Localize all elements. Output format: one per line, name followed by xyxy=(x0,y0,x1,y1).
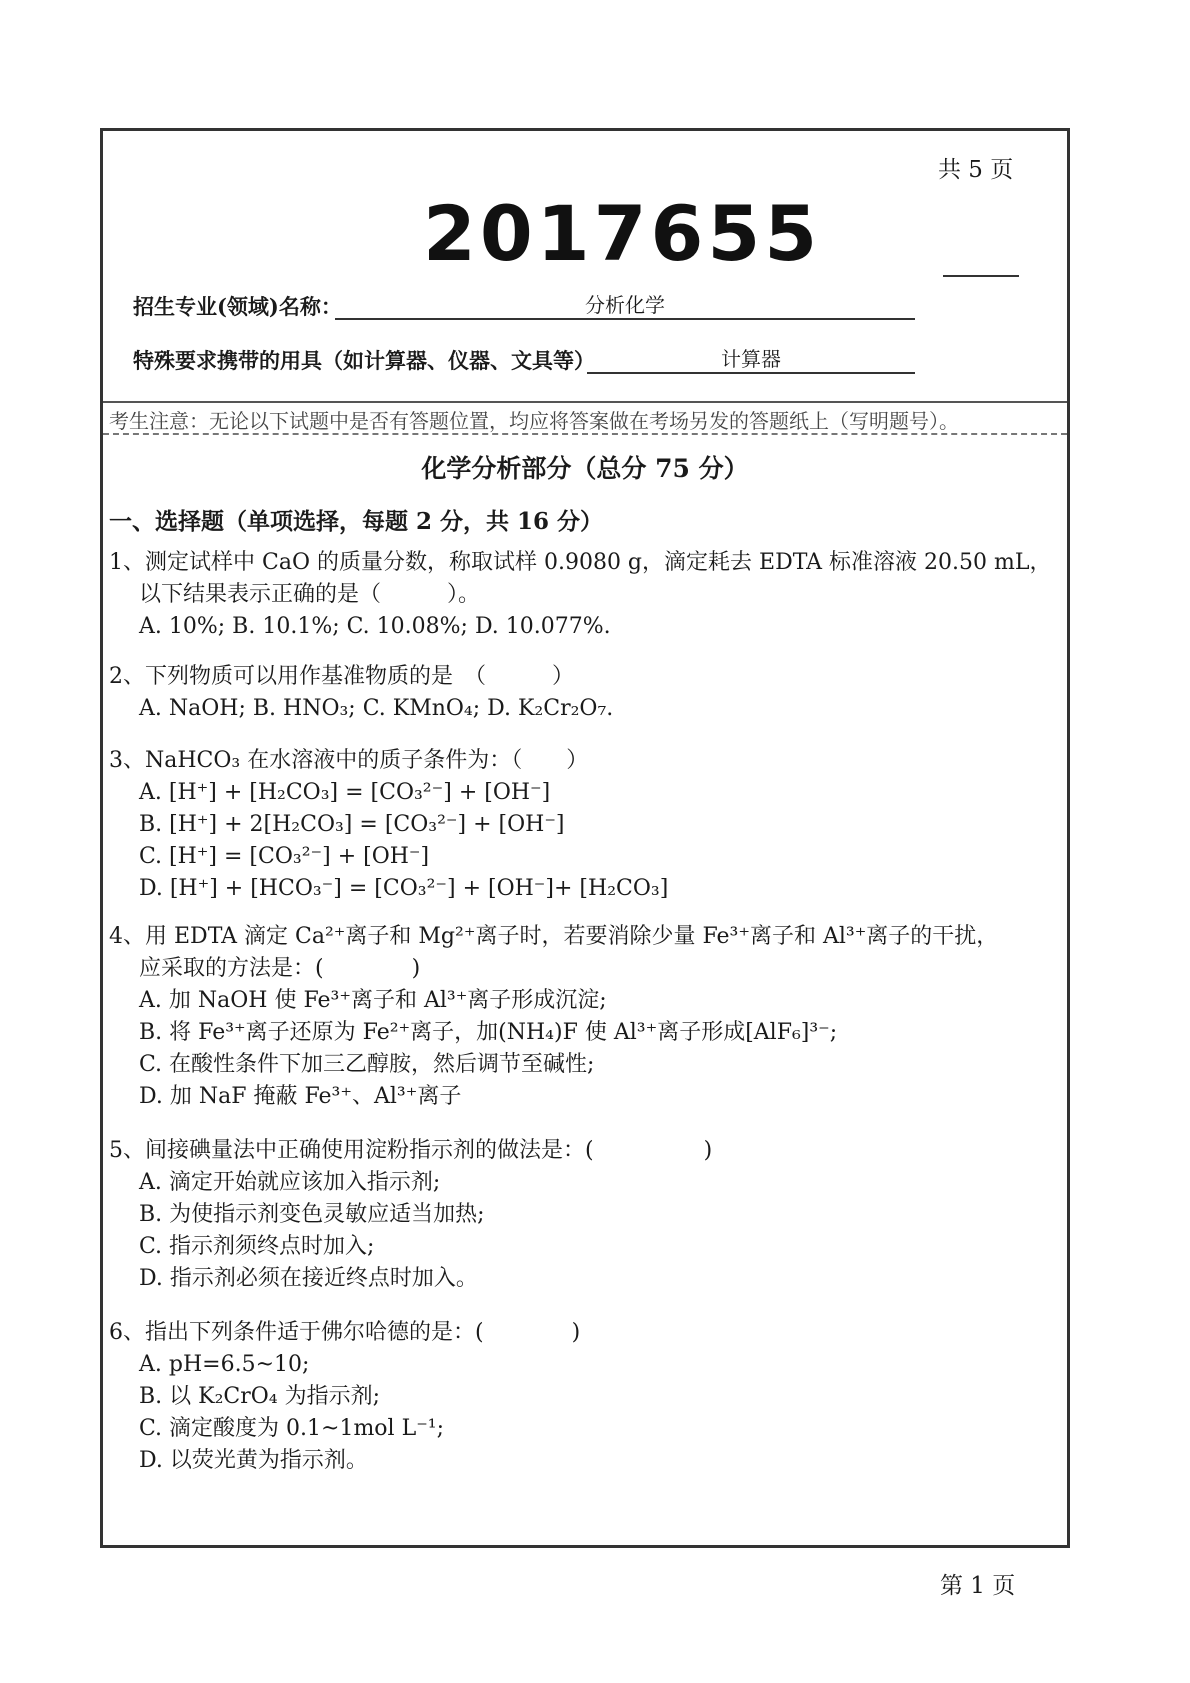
option-line: C. 在酸性条件下加三乙醇胺，然后调节至碱性; xyxy=(139,1052,595,1077)
question-text: 应采取的方法是：( ) xyxy=(139,956,421,981)
question-text: 以下结果表示正确的是（ ）。 xyxy=(139,582,481,607)
option-line: D. 加 NaF 掩蔽 Fe³⁺、Al³⁺离子 xyxy=(139,1084,462,1109)
option-line: B. 为使指示剂变色灵敏应适当加热; xyxy=(139,1202,485,1227)
exam-notice: 考生注意：无论以下试题中是否有答题位置，均应将答案做在考场另发的答题纸上（写明题号）。 xyxy=(109,409,959,433)
notice-divider xyxy=(103,433,1067,435)
question-text: 3、NaHCO₃ 在水溶液中的质子条件为：（ ） xyxy=(109,748,589,773)
option-line: B. 将 Fe³⁺离子还原为 Fe²⁺离子，加(NH₄)F 使 Al³⁺离子形成[AlF₆]³⁻; xyxy=(139,1020,838,1045)
part-heading: 一、选择题（单项选择，每题 2 分，共 16 分） xyxy=(109,508,604,535)
option-line: C. 指示剂须终点时加入; xyxy=(139,1234,375,1259)
question-text: 1、测定试样中 CaO 的质量分数，称取试样 0.9080 g，滴定耗去 EDTA 标准溶液 20.50 mL， xyxy=(109,550,1052,575)
option-line: A. NaOH; B. HNO₃; C. KMnO₄; D. K₂Cr₂O₇. xyxy=(139,696,614,721)
total-pages: 共 5 页 xyxy=(938,157,1014,183)
question-6 xyxy=(109,1317,580,1477)
exam-frame xyxy=(100,128,1070,1548)
option-line: A. pH=6.5~10; xyxy=(139,1352,310,1377)
page-number: 第 1 页 xyxy=(940,1573,1016,1599)
question-text: 5、间接碘量法中正确使用淀粉指示剂的做法是：( ) xyxy=(109,1138,713,1163)
question-1 xyxy=(109,547,1052,643)
header-divider xyxy=(103,401,1067,403)
tools-label: 特殊要求携带的用具（如计算器、仪器、文具等） xyxy=(133,348,595,373)
major-label: 招生专业(领域)名称： xyxy=(133,294,342,319)
option-line: A. 10%; B. 10.1%; C. 10.08%; D. 10.077%. xyxy=(139,614,611,639)
option-line: A. [H⁺] + [H₂CO₃] = [CO₃²⁻] + [OH⁻] xyxy=(139,780,551,805)
option-line: B. [H⁺] + 2[H₂CO₃] = [CO₃²⁻] + [OH⁻] xyxy=(139,812,565,837)
question-text: 6、指出下列条件适于佛尔哈德的是：( ) xyxy=(109,1320,581,1345)
question-text: 2、下列物质可以用作基准物质的是 （ ） xyxy=(109,664,574,689)
question-4 xyxy=(109,921,998,1113)
tools-value: 计算器 xyxy=(587,343,915,374)
option-line: D. 以荧光黄为指示剂。 xyxy=(139,1448,368,1473)
option-line: D. 指示剂必须在接近终点时加入。 xyxy=(139,1266,478,1291)
option-line: A. 滴定开始就应该加入指示剂; xyxy=(139,1170,441,1195)
question-2 xyxy=(109,661,613,725)
question-5 xyxy=(109,1135,712,1295)
code-underline xyxy=(943,275,1019,277)
option-line: C. [H⁺] = [CO₃²⁻] + [OH⁻] xyxy=(139,844,430,869)
option-line: B. 以 K₂CrO₄ 为指示剂; xyxy=(139,1384,381,1409)
major-value: 分析化学 xyxy=(335,289,915,320)
section-title: 化学分析部分（总分 75 分） xyxy=(421,454,749,483)
option-line: D. [H⁺] + [HCO₃⁻] = [CO₃²⁻] + [OH⁻]+ [H₂CO₃] xyxy=(139,876,669,901)
exam-code: 2017655 xyxy=(423,189,822,278)
question-text: 4、用 EDTA 滴定 Ca²⁺离子和 Mg²⁺离子时，若要消除少量 Fe³⁺离子和 Al³⁺离子的干扰， xyxy=(109,924,999,949)
option-line: A. 加 NaOH 使 Fe³⁺离子和 Al³⁺离子形成沉淀; xyxy=(139,988,607,1013)
question-3 xyxy=(109,745,668,905)
option-line: C. 滴定酸度为 0.1~1mol L⁻¹; xyxy=(139,1416,445,1441)
